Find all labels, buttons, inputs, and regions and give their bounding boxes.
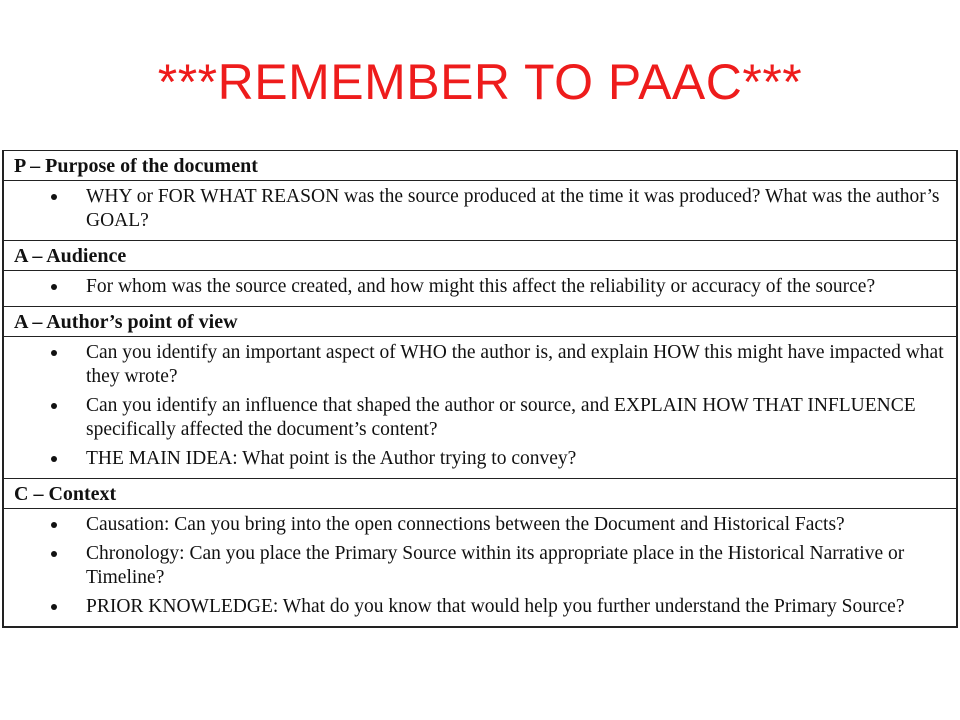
- list-item: For whom was the source created, and how might this affect the reliability or accuracy of the source?: [4, 275, 946, 299]
- section-body-context: [4, 509, 956, 626]
- section-header-authors-point-of-view: A – Author’s point of view: [4, 307, 956, 337]
- list-item: Chronology: Can you place the Primary Source within its appropriate place in the Historical Narrative or Timeline?: [4, 542, 946, 590]
- bullet-icon: [4, 394, 86, 442]
- slide-title: ***REMEMBER TO PAAC***: [157, 54, 803, 110]
- list-item: Can you identify an influence that shaped the author or source, and EXPLAIN HOW THAT INFLUENCE specifically affected the document’s content?: [4, 394, 946, 442]
- bullet-icon: [4, 275, 86, 299]
- section-header-audience: A – Audience: [4, 241, 956, 271]
- bullet-icon: [4, 185, 86, 233]
- section-body-audience: [4, 271, 956, 307]
- section-body-purpose: [4, 181, 956, 241]
- list-item: THE MAIN IDEA: What point is the Author trying to convey?: [4, 447, 946, 471]
- section-body-authors-point-of-view: [4, 337, 956, 479]
- section-header-context: C – Context: [4, 479, 956, 509]
- list-item: PRIOR KNOWLEDGE: What do you know that would help you further understand the Primary Source?: [4, 595, 946, 619]
- bullet-icon: [4, 595, 86, 619]
- bullet-icon: [4, 542, 86, 590]
- bullet-icon: [4, 341, 86, 389]
- bullet-icon: [4, 447, 86, 471]
- bullet-icon: [4, 513, 86, 537]
- list-item: Can you identify an important aspect of WHO the author is, and explain HOW this might have impacted what they wrote?: [4, 341, 946, 389]
- paac-table: [2, 150, 958, 628]
- list-item: Causation: Can you bring into the open connections between the Document and Historical Facts?: [4, 513, 946, 537]
- section-header-purpose: P – Purpose of the document: [4, 151, 956, 181]
- list-item: WHY or FOR WHAT REASON was the source produced at the time it was produced? What was the author’s GOAL?: [4, 185, 946, 233]
